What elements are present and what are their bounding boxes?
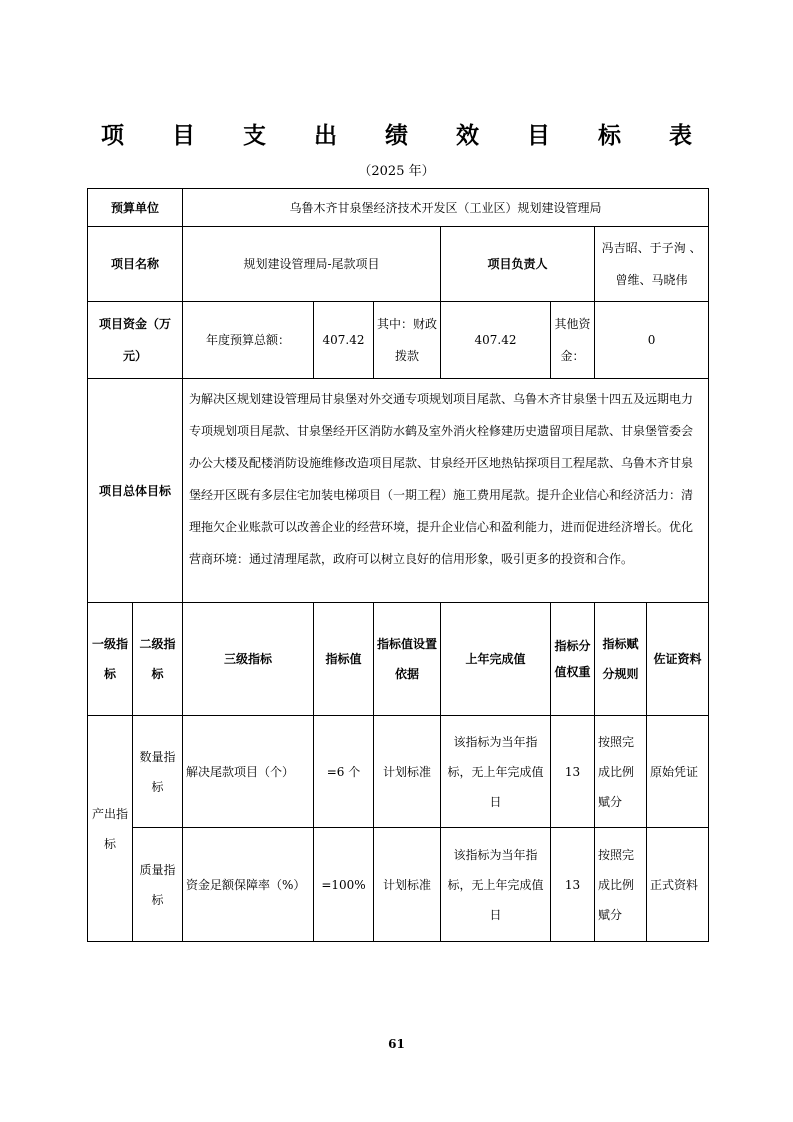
header-level1: 一级指标 xyxy=(88,603,133,716)
level1-cell: 产出指标 xyxy=(88,716,133,942)
project-leader-value: 冯吉昭、于子洵 、曾维、马晓伟 xyxy=(595,227,709,302)
rule-cell: 按照完成比例赋分 xyxy=(595,828,647,942)
annual-total-label: 年度预算总额： xyxy=(183,302,314,379)
table-row xyxy=(88,716,709,828)
annual-total-value: 407.42 xyxy=(314,302,374,379)
value-cell: =100% xyxy=(314,828,374,942)
funds-label: 项目资金（万元） xyxy=(88,302,183,379)
other-funds-value: 0 xyxy=(595,302,709,379)
header-evidence: 佐证资料 xyxy=(647,603,709,716)
table-row xyxy=(88,828,709,942)
header-level3: 三级指标 xyxy=(183,603,314,716)
year-subtitle: （2025 年） xyxy=(358,164,435,179)
page-title: 项 目 支 出 绩 效 目 标 表 xyxy=(100,123,713,149)
weight-cell: 13 xyxy=(551,716,595,828)
page-number: 61 xyxy=(388,1037,405,1051)
level3-cell: 解决尾款项目（个） xyxy=(183,716,314,828)
project-leader-label: 项目负责人 xyxy=(441,227,595,302)
project-name-value: 规划建设管理局-尾款项目 xyxy=(183,227,441,302)
weight-cell: 13 xyxy=(551,828,595,942)
header-last-year: 上年完成值 xyxy=(441,603,551,716)
evidence-cell: 正式资料 xyxy=(647,828,709,942)
performance-target-table xyxy=(87,188,709,942)
last-year-cell: 该指标为当年指标，无上年完成值日 xyxy=(441,828,551,942)
header-rule: 指标赋分规则 xyxy=(595,603,647,716)
level3-cell: 资金足额保障率（%） xyxy=(183,828,314,942)
budget-unit-label: 预算单位 xyxy=(88,189,183,227)
basis-cell: 计划标准 xyxy=(374,716,441,828)
header-basis: 指标值设置依据 xyxy=(374,603,441,716)
evidence-cell: 原始凭证 xyxy=(647,716,709,828)
level2-cell: 质量指标 xyxy=(133,828,183,942)
project-name-label: 项目名称 xyxy=(88,227,183,302)
fiscal-value: 407.42 xyxy=(441,302,551,379)
header-weight: 指标分值权重 xyxy=(551,603,595,716)
fiscal-label: 其中：财政拨款 xyxy=(374,302,441,379)
overall-goal-label: 项目总体目标 xyxy=(88,379,183,603)
level2-cell: 数量指标 xyxy=(133,716,183,828)
overall-goal-text: 为解决区规划建设管理局甘泉堡对外交通专项规划项目尾款、乌鲁木齐甘泉堡十四五及远期电力专项规划项目尾款、甘泉堡经开区消防水鹤及室外消火栓修建历史遗留项目尾款、甘泉堡管委会办公大楼及配楼消防设施维修改造项目尾款、甘泉经开区地热钻探项目工程尾款、乌鲁木齐甘泉堡经开区既有多层住宅加装电梯项目（一期工程）施工费用尾款。提升企业信心和经济活力：清理拖欠企业账款可以改善企业的经营环境，提升企业信心和盈利能力，进而促进经济增长。优化营商环境：通过清理尾款，政府可以树立良好的信用形象，吸引更多的投资和合作。 xyxy=(183,379,709,603)
header-level2: 二级指标 xyxy=(133,603,183,716)
basis-cell: 计划标准 xyxy=(374,828,441,942)
last-year-cell: 该指标为当年指标，无上年完成值日 xyxy=(441,716,551,828)
header-value: 指标值 xyxy=(314,603,374,716)
budget-unit-value: 乌鲁木齐甘泉堡经济技术开发区（工业区）规划建设管理局 xyxy=(183,189,709,227)
rule-cell: 按照完成比例赋分 xyxy=(595,716,647,828)
other-funds-label: 其他资金： xyxy=(551,302,595,379)
value-cell: =6 个 xyxy=(314,716,374,828)
